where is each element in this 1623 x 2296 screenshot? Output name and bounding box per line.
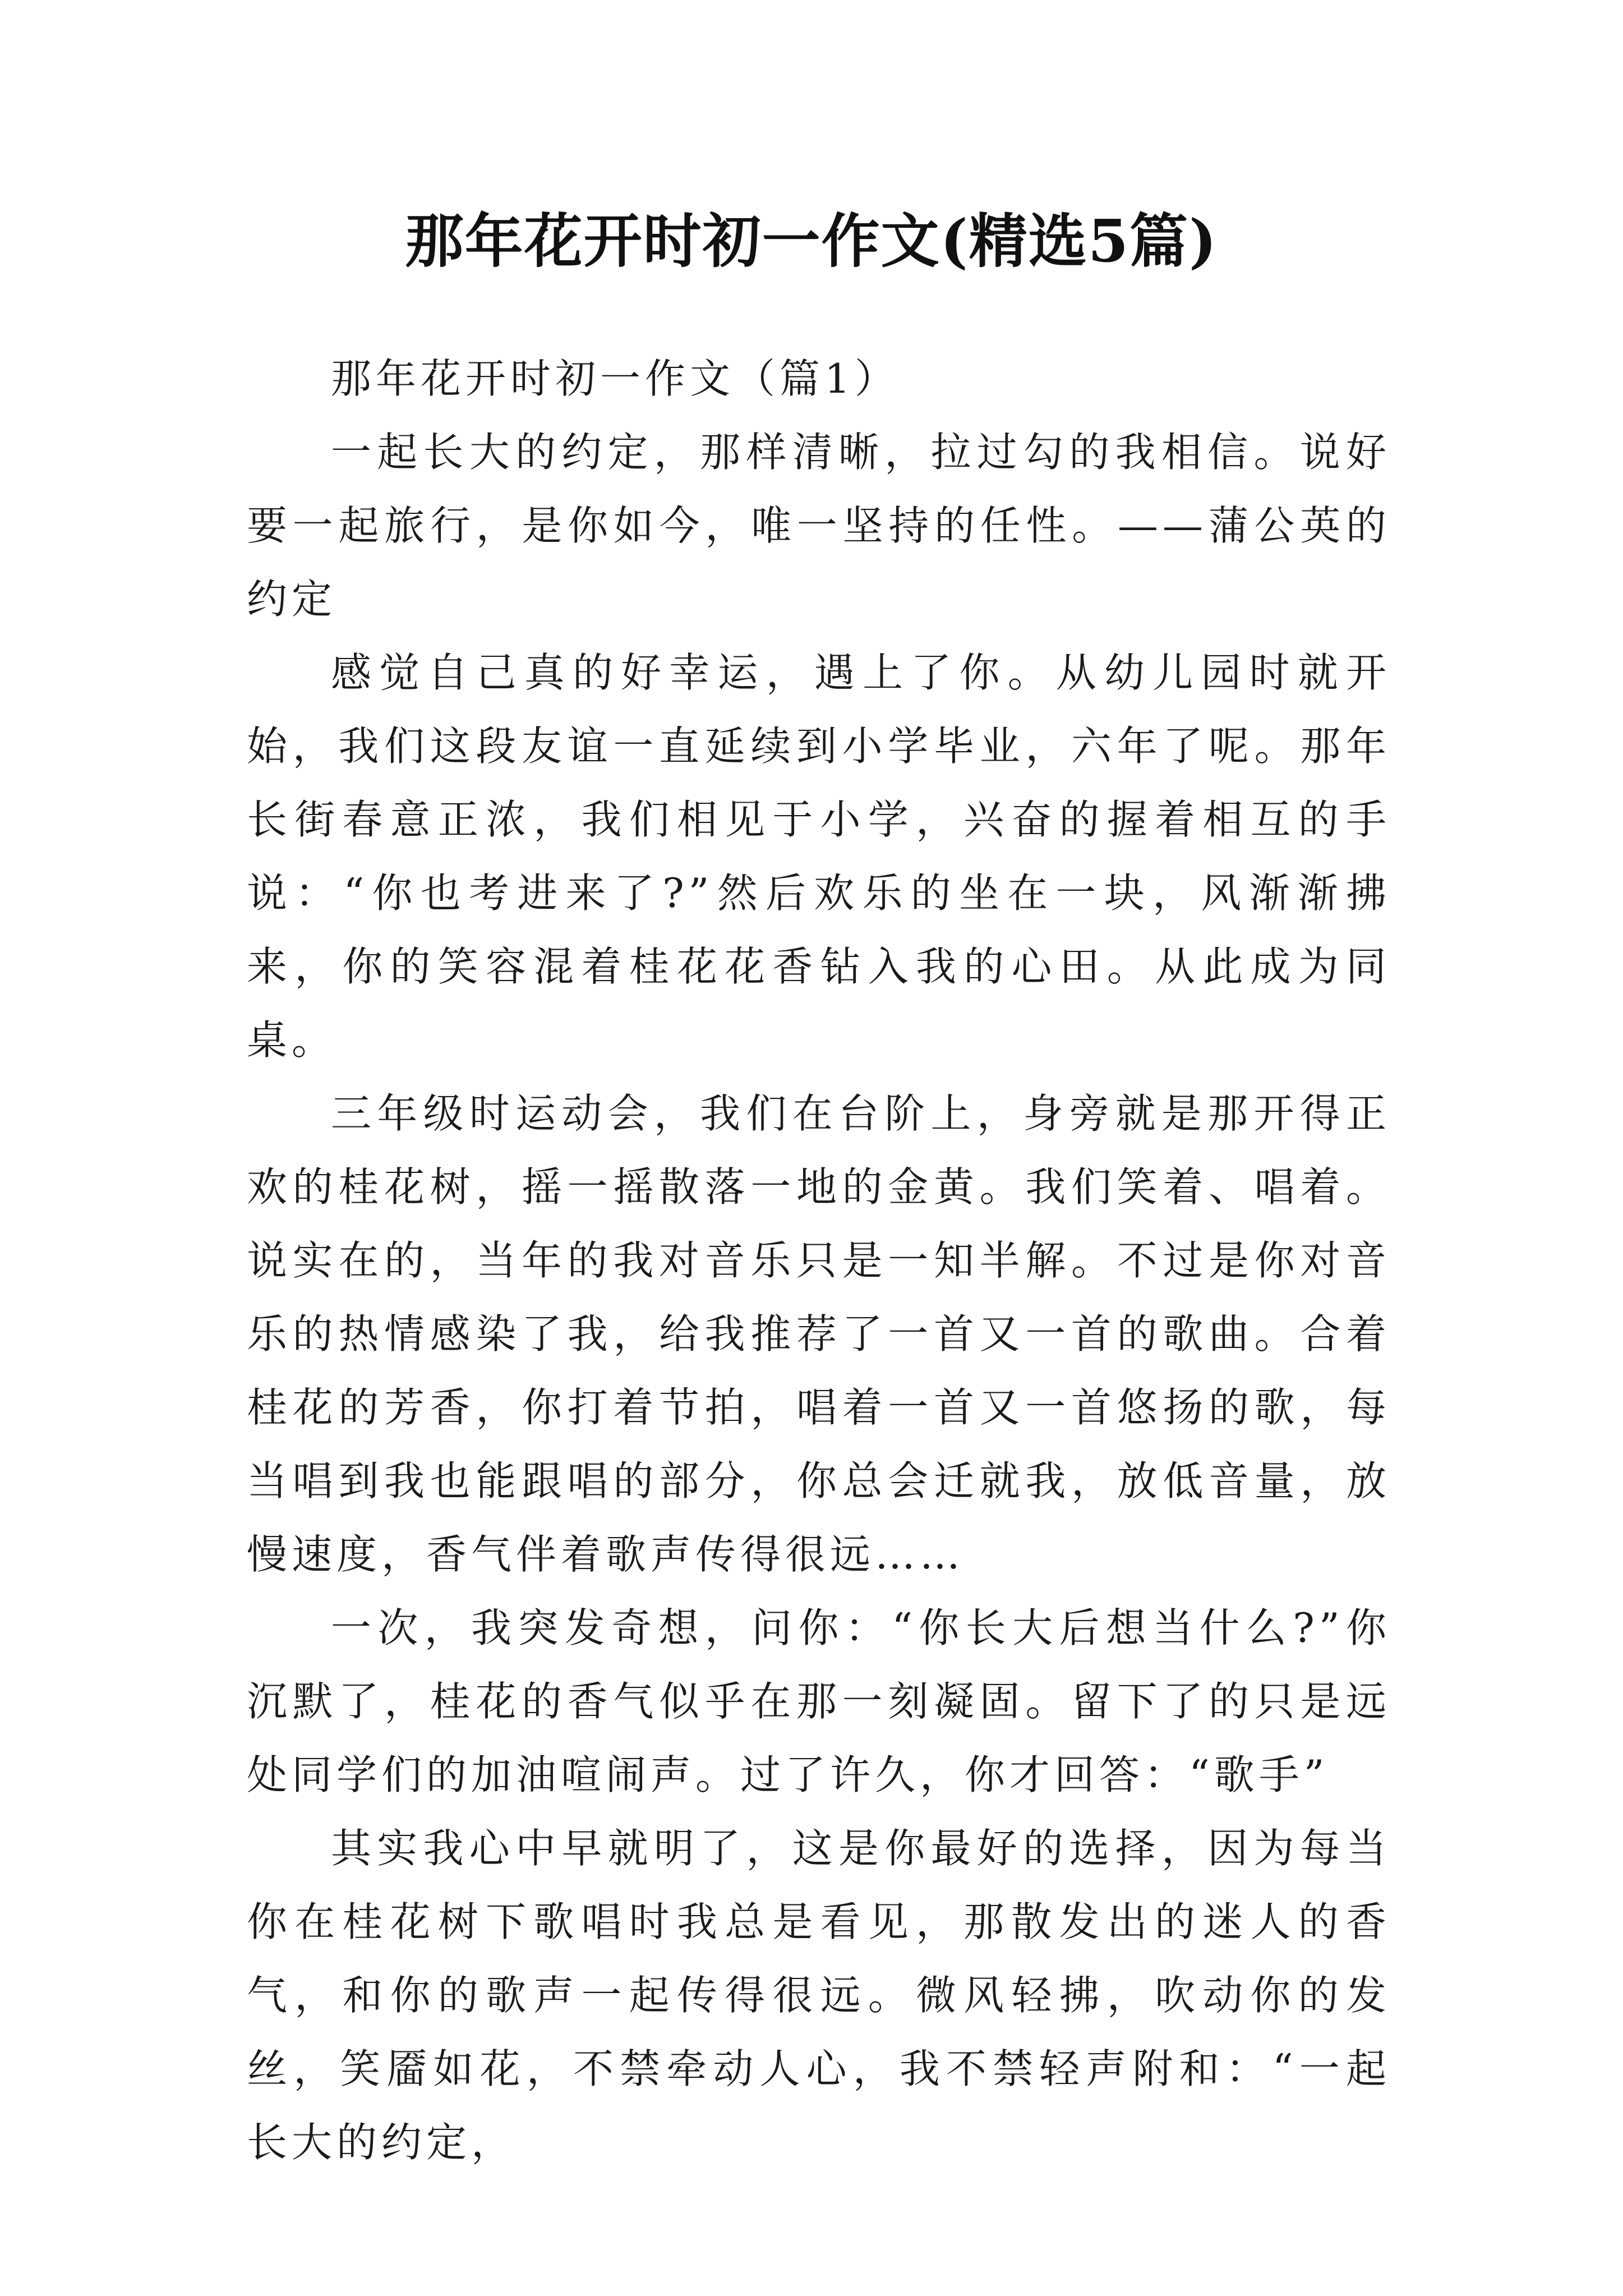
document-body [247,342,1391,2179]
document-title: 那年花开时初一作文(精选5篇) [405,206,1218,275]
paragraph: 一起长大的约定，那样清晰，拉过勾的我相信。说好要一起旅行，是你如今，唯一坚持的任性。——蒲公英的约定 [247,429,1391,623]
paragraph: 其实我心中早就明了，这是你最好的选择，因为每当你在桂花树下歌唱时我总是看见，那散发出的迷人的香气，和你的歌声一起传得很远。微风轻拂，吹动你的发丝，笑靥如花，不禁牵动人心，我不禁轻声附和：“一起长大的约定， [247,1825,1391,2166]
paragraph: 感觉自己真的好幸运，遇上了你。从幼儿园时就开始，我们这段友谊一直延续到小学毕业，六年了呢。那年长街春意正浓，我们相见于小学，兴奋的握着相互的手说：“你也考进来了?”然后欢乐的坐在一块，风渐渐拂来，你的笑容混着桂花花香钻入我的心田。从此成为同桌。 [247,649,1391,1064]
paragraph: 三年级时运动会，我们在台阶上，身旁就是那开得正欢的桂花树，摇一摇散落一地的金黄。我们笑着、唱着。说实在的，当年的我对音乐只是一知半解。不过是你对音乐的热情感染了我，给我推荐了一首又一首的歌曲。合着桂花的芳香，你打着节拍，唱着一首又一首悠扬的歌，每当唱到我也能跟唱的部分，你总会迁就我，放低音量，放慢速度，香气伴着歌声传得很远…… [247,1090,1391,1578]
section-heading: 那年花开时初一作文（篇1） [331,355,900,402]
paragraph: 一次，我突发奇想，问你：“你长大后想当什么?”你沉默了，桂花的香气似乎在那一刻凝固。留下了的只是远处同学们的加油喧闹声。过了许久，你才回答：“歌手” [247,1604,1391,1798]
